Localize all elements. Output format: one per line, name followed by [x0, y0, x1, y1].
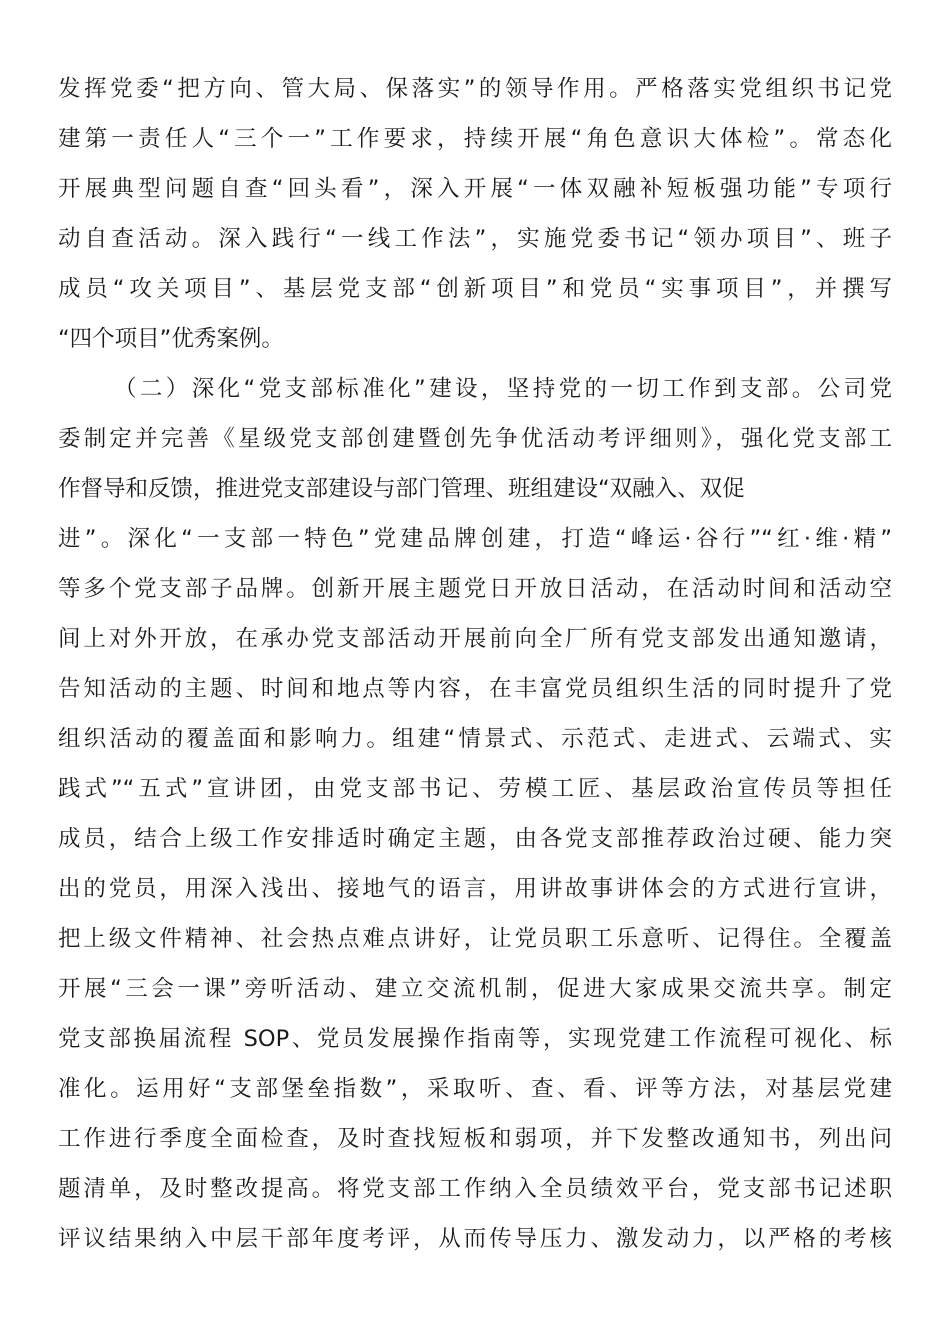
text-line: 告知活动的主题、时间和地点等内容，在丰富党员组织生活的同时提升了党: [58, 676, 892, 702]
text-line: 践式”“五式”宣讲团，由党支部书记、劳模工匠、基层政治宣传员等担任: [58, 776, 892, 802]
text-line: 发挥党委“把方向、管大局、保落实”的领导作用。严格落实党组织书记党: [58, 76, 892, 102]
text-line: 间上对外开放，在承办党支部活动开展前向全厂所有党支部发出通知邀请，: [58, 626, 892, 652]
text-line: 组织活动的覆盖面和影响力。组建“情景式、示范式、走进式、云端式、实: [58, 726, 892, 752]
text-line: 作督导和反馈，推进党支部建设与部门管理、班组建设“双融入、双促: [58, 476, 745, 502]
text-line: 委制定并完善《星级党支部创建暨创先争优活动考评细则》，强化党支部工: [58, 426, 892, 452]
text-line: 出的党员，用深入浅出、接地气的语言，用讲故事讲体会的方式进行宣讲，: [58, 876, 892, 902]
text-line: 评议结果纳入中层干部年度考评，从而传导压力、激发动力，以严格的考核: [58, 1226, 892, 1252]
text-line: 把上级文件精神、社会热点难点讲好，让党员职工乐意听、记得住。全覆盖: [58, 926, 892, 952]
text-line: 题清单，及时整改提高。将党支部工作纳入全员绩效平台，党支部书记述职: [58, 1176, 892, 1202]
text-line: 进”。深化“一支部一特色”党建品牌创建，打造“峰运·谷行”“红·维·精”: [58, 526, 892, 552]
text-line: 成员“攻关项目”、基层党支部“创新项目”和党员“实事项目”，并撰写: [58, 276, 892, 302]
text-line: 成员，结合上级工作安排适时确定主题，由各党支部推荐政治过硬、能力突: [58, 826, 892, 852]
text-line: 开展“三会一课”旁听活动、建立交流机制，促进大家成果交流共享。制定: [58, 976, 892, 1002]
section-heading-line: （二）深化“党支部标准化”建设，坚持党的一切工作到支部。公司党: [114, 376, 892, 402]
text-line: 准化。运用好“支部堡垒指数”，采取听、查、看、评等方法，对基层党建: [58, 1076, 892, 1102]
text-line: 党支部换届流程 SOP、党员发展操作指南等，实现党建工作流程可视化、标: [58, 1026, 892, 1052]
text-line: 等多个党支部子品牌。创新开展主题党日开放日活动，在活动时间和活动空: [58, 576, 892, 602]
text-line: “四个项目”优秀案例。: [58, 326, 284, 352]
text-line: 工作进行季度全面检查，及时查找短板和弱项，并下发整改通知书，列出问: [58, 1126, 892, 1152]
text-line: 建第一责任人“三个一”工作要求，持续开展“角色意识大体检”。常态化: [58, 126, 892, 152]
text-line: 动自查活动。深入践行“一线工作法”，实施党委书记“领办项目”、班子: [58, 226, 892, 252]
text-line: 开展典型问题自查“回头看”，深入开展“一体双融补短板强功能”专项行: [58, 176, 892, 202]
